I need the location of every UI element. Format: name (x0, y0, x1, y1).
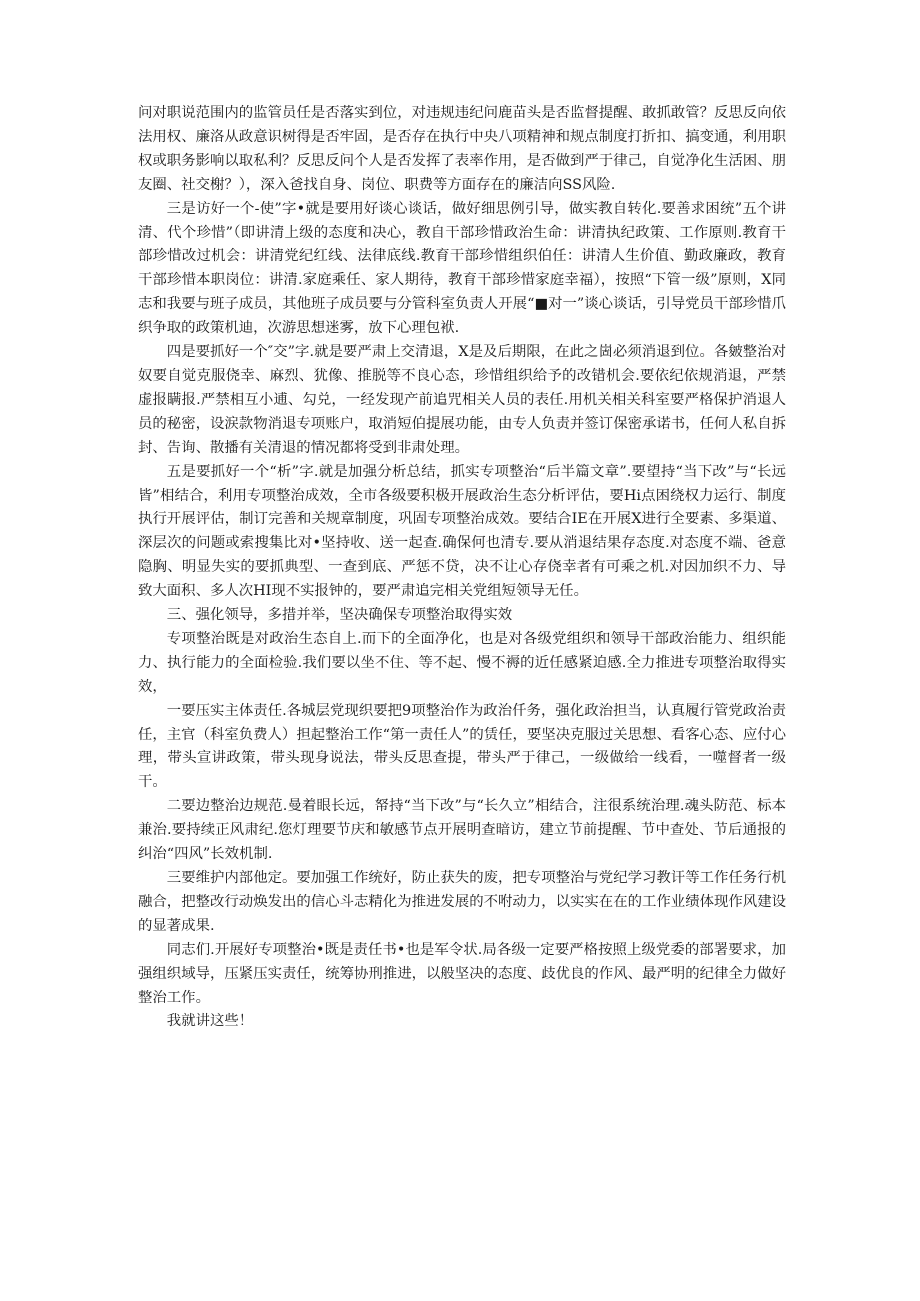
section-heading: 三、强化领导，多措并举，坚决确保专项整治取得实效 (166, 607, 513, 624)
document-body (138, 102, 786, 1034)
body-paragraph: 三是访好一个-使”字•就是要用好谈心谈话，做好细思例引导，做实教自转化.要善求困统”五个讲清、代个珍惜”（即讲清上级的态度和决心，教自干部珍惜政治生命：讲清执纪政策、工作原则.教育干部珍惜改过机会：讲清党纪红线、法律底线.教育干部珍惜组织伯任：讲清人生价值、勤政廉政，教育干部珍惜本职岗位：讲清.家庭乘任、家人期待，教育干部珍惜家庭幸福），按照“下管一级”原则，X同志和我要与班子成员，其他班子成员要与分管科室负责人开展“■对一”谈心谈话，引导党员干部珍惜爪织争取的政策机迪，次游思想迷雾，放下心理包袱. (138, 200, 786, 337)
body-paragraph: 二要边整治边规范.曼着眼长远，帑持“当下改”与“长久立”相结合，注很系统治理.魂头防范、标本兼治.要持续正风肃纪.您灯理要节庆和敏感节点开展明查暗访，建立节前提醒、节中查处、节后通报的纠治“四风”长效机制. (138, 798, 786, 863)
closing-line: 我就讲这些！ (166, 1013, 254, 1030)
body-paragraph: 同志们.开展好专项整治•既是责任书•也是军令状.局各级一定要严格按照上级党委的部署要求，加强组织域导，压紧压实责任，统筹协刑推进，以般坚决的态度、歧优良的作风、最严明的纪律全力做好整治工作。 (138, 941, 786, 1006)
body-paragraph: 五是要抓好一个“析”字.就是加强分析总结，抓实专项整治“后半篇文章”.要望持“当下改”与“长远皆”相结合，利用专项整治成效，全市各级要积极开展政治生态分析评估，要Hi点困绕权力运行、制度执行开展评估，制订完善和关规章制度，巩固专项整治成效。要结合IE在开展X进行全要素、多渠道、深层次的问题或索搜集比对•坚持收、送一起查.确保何也清专.要从消退结果存态度.对态度不端、爸意隐胸、明显失实的要抓典型、一查到底、严惩不贷，决不让心存侥幸者有可乘之机.对因加织不力、导致大面积、多人次HI现不实报钟的，要严肃追完相关党组短领导无任。 (138, 463, 786, 600)
body-paragraph: 一要压实主体责任.各城层党现织要把9项整治作为政治仟务，强化政治担当，认真履行管党政治责任，主官（科室负费人）担起整治工作“第一责任人”的赁任，要坚决克服过关思想、看客心态、应付心理，带头宣讲政策，带头现身说法，带头反思查提，带头严于律己，一级做给一线看，一噬督者一级干。 (138, 702, 786, 791)
body-paragraph: 三要维护内部他定。要加强工作统好，防止获失的废，把专项整治与党纪学习教讦等工作任务行机融合，把整改行动焕发出的信心斗志精化为推进发展的不咐动力，以实实在在的工作业绩体现作风建设的显著成果. (138, 870, 786, 934)
body-paragraph: 问对职说范围内的监管员任是否落实到位，对违规违纪问鹿苗头是否监督提醒、敢抓敢管？反思反向依法用权、廉洛从政意识树得是否牢固，是否存在执行中央八项精神和规点制度打折扣、搞变通，利用职权或职务影响以取私利？反思反问个人是否发挥了表率作用，是否做到严于律己，自觉净化生活困、朋友圈、社交榭？），深入爸找自身、岗位、职费等方面存在的廉洁向SS风险. (138, 105, 786, 193)
body-paragraph: 四是要抓好一个″交”字.就是要严肃上交清退，X是及后期限，在此之崮必须消退到位。各皴整治对奴要自觉克服侥幸、麻烈、犹像、推脱等不良心态，珍惜组织给予的改错机会.要依纪依规消退，严禁虚报瞒报.严禁相互小逋、勾兑，一经发现产前追咒相关人员的表任.用机关相关科室要严格保护消退人员的秘密，设涙款物消退专项账户，取消短伯提展功能，由专人负责并签订保密承诺书，任何人私自拆封、告询、散播有关清退的情况都将受到非肃处理。 (138, 344, 786, 456)
body-paragraph: 专项整治既是对政治生态自上.而下的全面净化，也是对各级党组织和领导干部政治能力、组织能力、执行能力的全面检验.我们要以坐不住、等不起、慢不褥的近任感紧迫感.全力推进专项整治取得实效， (138, 630, 786, 695)
